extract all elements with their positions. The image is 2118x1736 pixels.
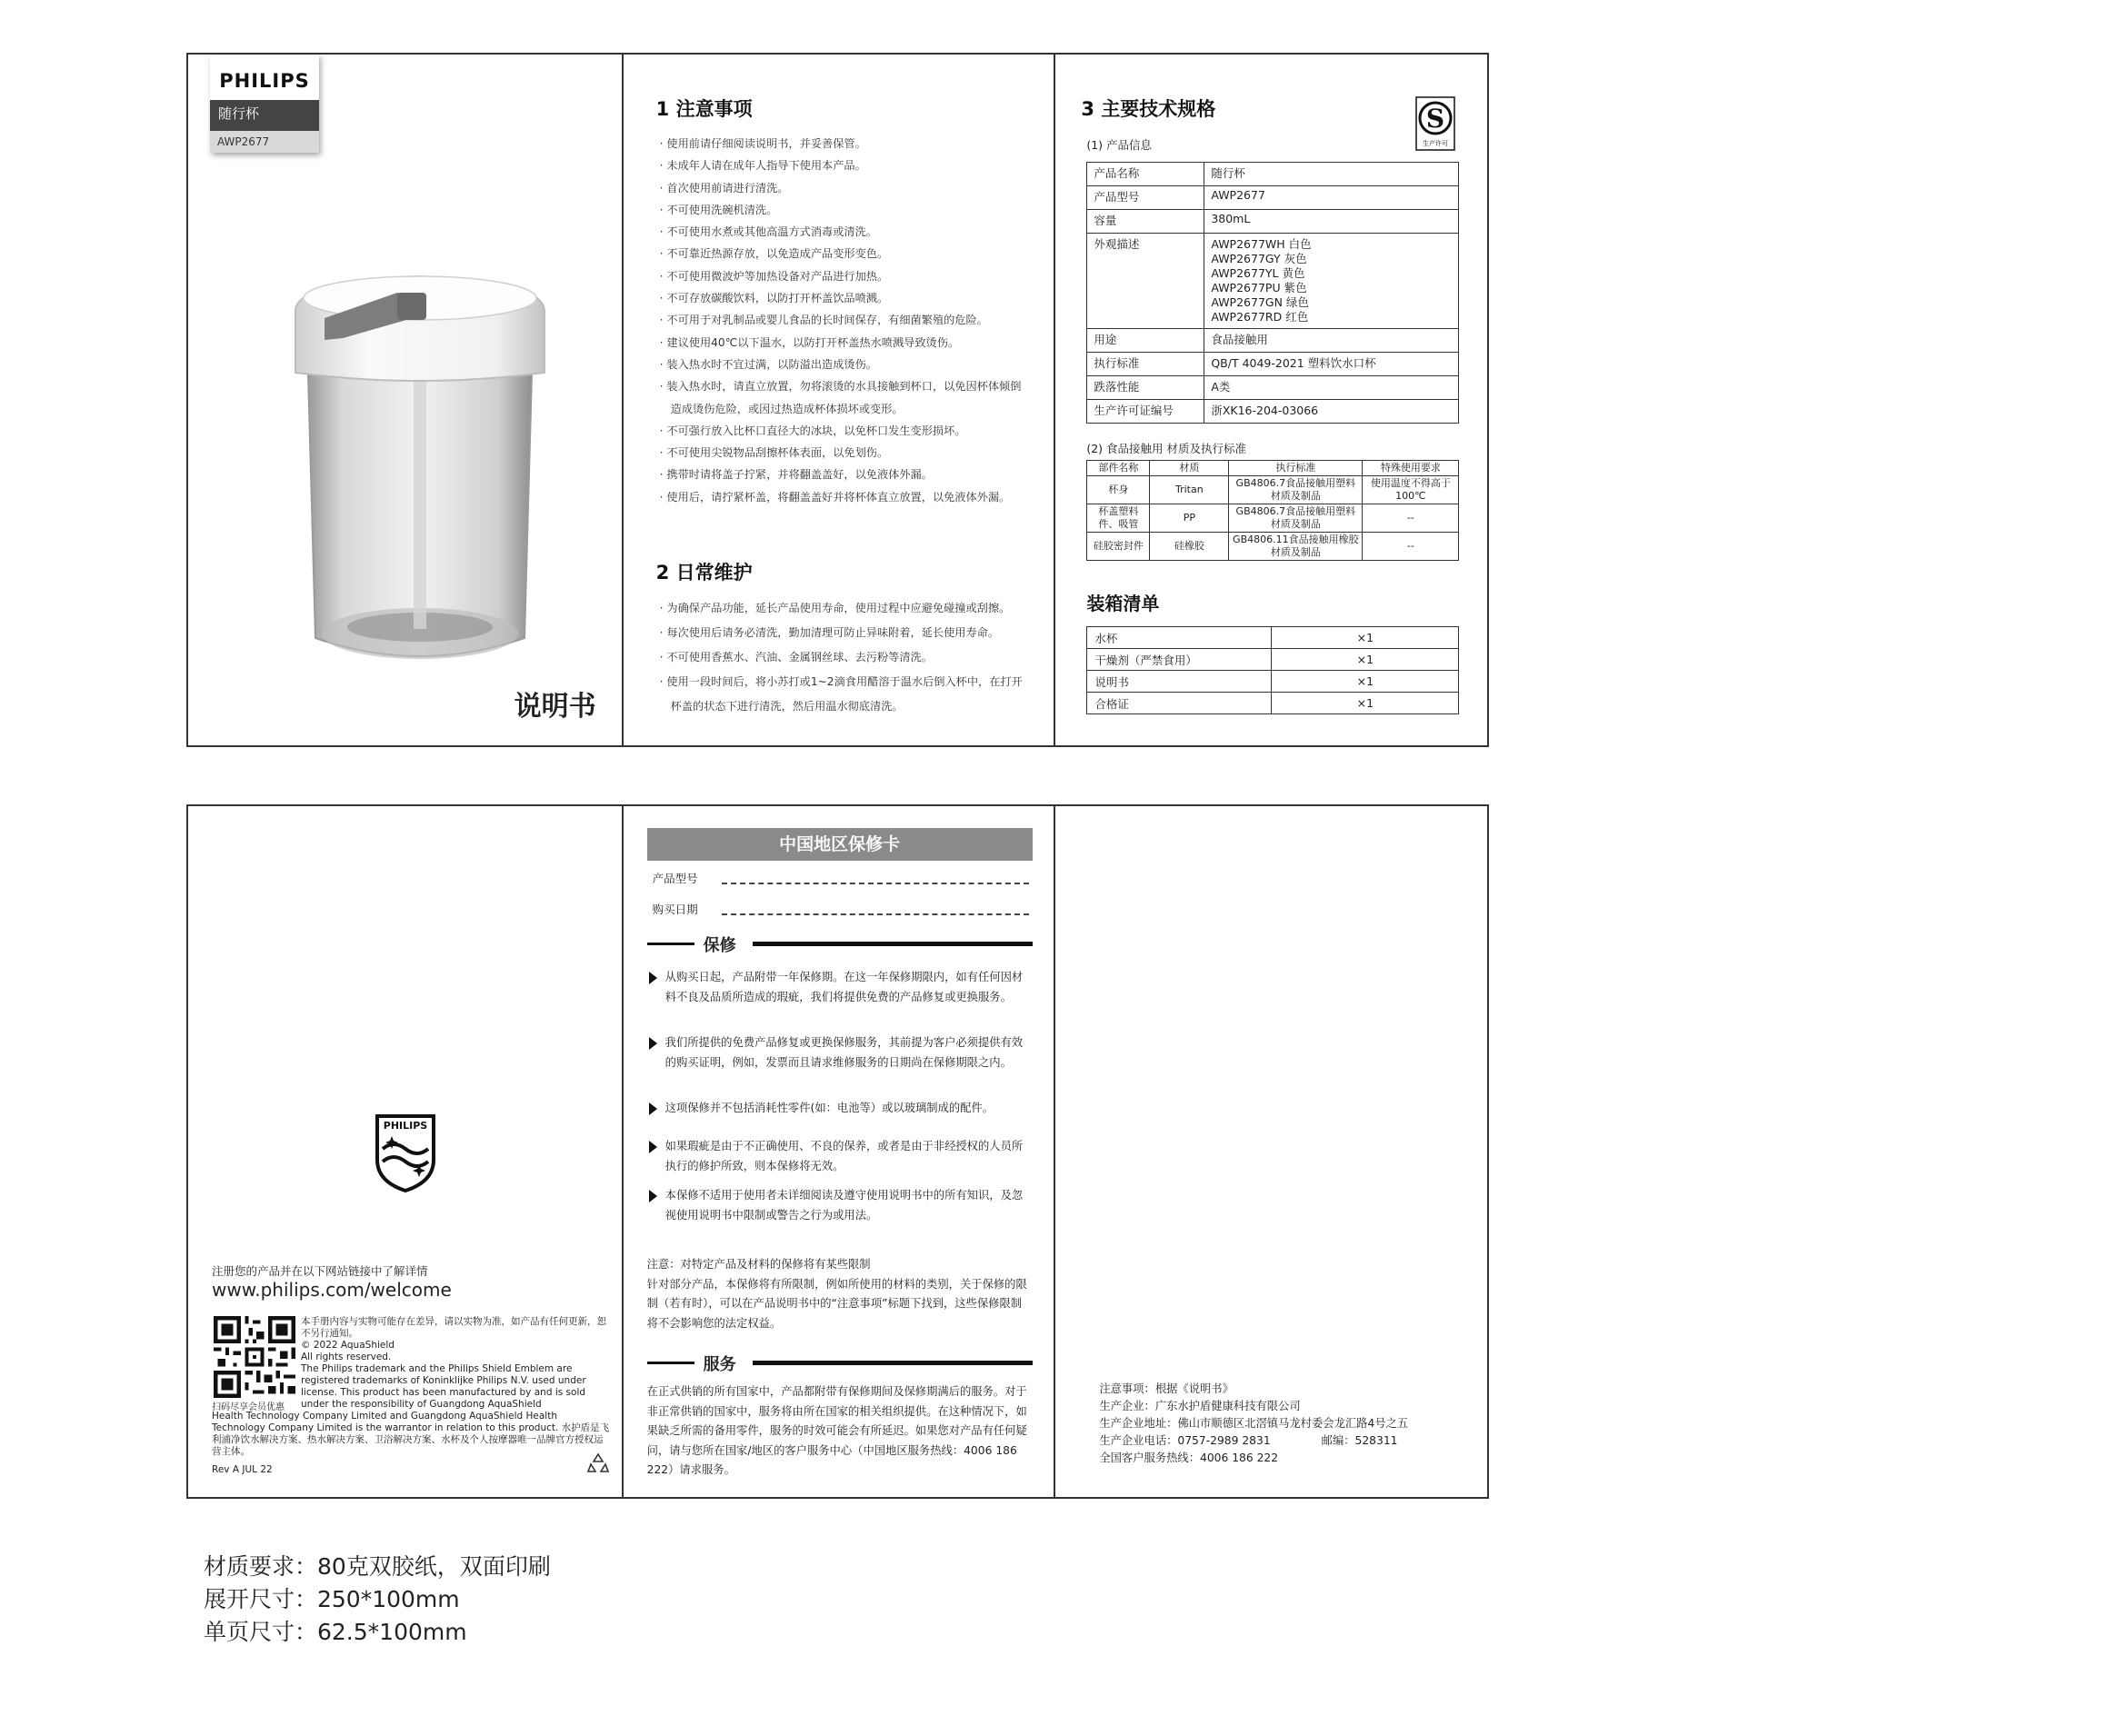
list-item: · 不可存放碳酸饮料，以防打开杯盖饮品喷溅。 [660,287,1024,309]
table-cell: 硅橡胶 [1150,533,1229,561]
table-row [1087,210,1459,234]
table-row [1087,234,1459,329]
table-cell: 杯身 [1087,476,1150,504]
legal-notice [301,1316,610,1411]
list-item: · 每次使用后请务必清洗，勤加清理可防止异味附着，延长使用寿命。 [660,621,1033,645]
svg-text:S: S [1426,104,1445,134]
field-model-label: 产品型号 [652,872,698,885]
table-cell: 硅胶密封件 [1087,533,1150,561]
manufacturer-line: 全国客户服务热线：4006 186 222 [1099,1452,1279,1464]
table-cell: 跌落性能 [1087,376,1204,400]
back-cover-panel [188,806,622,1497]
table-row [1087,671,1459,693]
table-cell: AWP2677 [1204,186,1459,210]
table-cell: 水杯 [1087,627,1272,649]
table-cell: 产品型号 [1087,186,1204,210]
revision-text: Rev A JUL 22 [212,1464,273,1475]
table-header: 执行标准 [1229,461,1363,476]
table-cell: 外观描述 [1087,234,1204,329]
table-cell: 容量 [1087,210,1204,234]
legal-line: 本手册内容与实物可能存在差异，请以实物为准，如产品有任何更新，恕不另行通知。 [301,1316,606,1339]
warranty-bullet: 这项保修并不包括消耗性零件(如：电池等）或以玻璃制成的配件。 [647,1099,1033,1119]
table-row [1087,400,1459,424]
table-cell: -- [1363,504,1459,533]
table-row [1087,476,1459,504]
maintenance-heading: 2 日常维护 [655,562,753,584]
legal-notice-tail: Health Technology Company Limited and Guangdong AquaShield Health Technology Company Limited is the warrantor in relation to this product. 水护盾是飞利浦净饮水解决方案、热水解决方案、卫浴解决方案、水杯及个人按摩器唯一品牌官方授权运营主体。 [212,1411,610,1457]
list-item: · 携带时请将盖子拧紧，并将翻盖盖好，以免液体外漏。 [660,464,1024,485]
table-header: 材质 [1150,461,1229,476]
product-info-label: (1) 产品信息 [1086,138,1153,152]
manual-title: 说明书 [514,691,596,723]
table-cell: 说明书 [1087,671,1272,693]
table-cell: ×1 [1272,627,1459,649]
table-cell: PP [1150,504,1229,533]
table-row [1087,186,1459,210]
precautions-panel [622,55,1054,745]
table-cell: 使用温度不得高于100℃ [1363,476,1459,504]
legal-line: All rights reserved. [301,1352,392,1362]
table-cell: 干燥剂（严禁食用） [1087,649,1272,671]
print-specs [204,1551,551,1649]
print-material: 材质要求：80克双胶纸，双面印刷 [204,1553,551,1580]
list-item: · 不可使用洗碗机清洗。 [660,199,1024,221]
material-table [1086,460,1459,561]
table-row [1087,163,1459,186]
qs-label: 生产许可 [1423,140,1449,147]
list-item: · 使用后，请拧紧杯盖，将翻盖盖好并将杯体直立放置，以免液体外漏。 [660,486,1024,508]
service-section-rule [647,1353,1033,1372]
manufacturer-line [1099,1432,1408,1450]
precautions-heading: 1 注意事项 [655,98,753,120]
table-row [1087,693,1459,714]
precautions-list [660,133,1024,508]
warranty-bullet: 从购买日起，产品附带一年保修期。在这一年保修期限内，如有任何因材料不良及品质所造成的瑕疵，我们将提供免费的产品修复或更换服务。 [647,968,1033,1007]
print-page-size: 单页尺寸：62.5*100mm [204,1619,467,1645]
maintenance-list [660,596,1033,719]
manufacturer-panel [1054,806,1487,1497]
table-cell: A类 [1204,376,1459,400]
legal-line: © 2022 AquaShield [301,1340,395,1351]
warranty-note: 注意：对特定产品及材料的保修将有某些限制 针对部分产品，本保修将有所限制，例如所使用的材料的类别，关于保修的限制（若有时），可以在产品说明书中的“注意事项”标题下找到，这些保修限制将不会影响您的法定权益。 [646,1258,1027,1330]
shield-brand-text: PHILIPS [383,1120,428,1132]
table-header-row [1087,461,1459,476]
warranty-bullet: 本保修不适用于使用者未详细阅读及遵守使用说明书中的所有知识，及忽视使用说明书中限制或警告之行为或用法。 [647,1186,1033,1225]
table-cell: 生产许可证编号 [1087,400,1204,424]
table-cell: 杯盖塑料件、吸管 [1087,504,1150,533]
list-item: · 为确保产品功能，延长产品使用寿命，使用过程中应避免碰撞或刮擦。 [660,596,1033,621]
warranty-card-title: 中国地区保修卡 [647,828,1033,861]
philips-shield-logo [374,1112,437,1192]
list-item: · 使用前请仔细阅读说明书，并妥善保管。 [660,133,1024,155]
manufacturer-line: 注意事项：根据《说明书》 [1099,1382,1234,1395]
table-row [1087,329,1459,353]
section-warranty-title: 保修 [703,936,736,955]
table-cell: 合格证 [1087,693,1272,714]
table-cell: ×1 [1272,693,1459,714]
manufacturer-line: 生产企业：广东水护盾健康科技有限公司 [1099,1400,1301,1412]
cover-panel [188,55,622,745]
list-item: · 建议使用40℃以下温水，以防打开杯盖热水喷溅导致烫伤。 [660,332,1024,354]
field-date-label: 购买日期 [652,903,698,916]
list-item: · 未成年人请在成年人指导下使用本产品。 [660,155,1024,176]
table-cell: 浙XK16-204-03066 [1204,400,1459,424]
table-cell: GB4806.7食品接触用塑料材质及制品 [1229,504,1363,533]
list-item: · 不可用于对乳制品或婴儿食品的长时间保存，有细菌繁殖的危险。 [660,309,1024,331]
table-cell: 380mL [1204,210,1459,234]
specs-heading: 3 主要技术规格 [1081,98,1216,120]
manufacturer-phone: 生产企业电话：0757-2989 2831 [1099,1434,1271,1447]
table-cell: GB4806.7食品接触用塑料材质及制品 [1229,476,1363,504]
leaflet-back-side [186,804,1489,1499]
tumbler-illustration [288,265,552,693]
warranty-section-rule [647,934,1033,953]
recycle-icon [586,1452,610,1475]
table-header: 部件名称 [1087,461,1150,476]
legal-line: The Philips trademark and the Philips Shield Emblem are registered trademarks of Koninklijke Philips N.V. used under license. This product has been manufactured by and is sold under the responsibility of Guangdong AquaShield [301,1363,586,1410]
packing-heading: 装箱清单 [1086,593,1160,614]
product-info-table [1086,162,1459,424]
list-item: · 不可靠近热源存放，以免造成产品变形变色。 [660,243,1024,264]
qr-caption: 扫码尽享会员优惠 [212,1402,285,1412]
table-header: 特殊使用要求 [1363,461,1459,476]
list-item: · 不可使用水煮或其他高温方式消毒或清洗。 [660,221,1024,243]
table-row [1087,504,1459,533]
service-text: 在正式供销的所有国家中，产品都附带有保修期间及保修期满后的服务。对于非正常供销的国家中，服务将由所在国家的相关组织提供。在这种情况下，如果缺乏所需的备用零件，服务的时效可能会有所延迟。如果您对产品有任何疑问，请与您所在国家/地区的客户服务中心（中国地区服务热线：4006 186 222）请求服务。 [646,1385,1027,1476]
table-cell: -- [1363,533,1459,561]
welcome-link[interactable]: www.philips.com/welcome [212,1279,452,1301]
section-service-title: 服务 [703,1355,736,1374]
list-item: · 不可使用微波炉等加热设备对产品进行加热。 [660,265,1024,287]
brand-tag [210,55,319,153]
table-row [1087,649,1459,671]
table-row [1087,376,1459,400]
qr-code[interactable] [214,1316,295,1398]
manufacturer-line: 生产企业地址：佛山市顺德区北滘镇马龙村委会龙汇路4号之五 [1099,1417,1409,1430]
table-cell: ×1 [1272,649,1459,671]
list-item: · 不可使用香蕉水、汽油、金属钢丝球、去污粉等清洗。 [660,645,1033,670]
print-unfolded-size: 展开尺寸：250*100mm [204,1586,460,1612]
table-cell: QB/T 4049-2021 塑料饮水口杯 [1204,353,1459,376]
table-cell: 随行杯 [1204,163,1459,186]
list-item: · 首次使用前请进行清洗。 [660,177,1024,199]
qs-mark-icon [1415,96,1455,151]
list-item: · 不可使用尖锐物品刮擦杯体表面，以免划伤。 [660,442,1024,464]
field-model-line[interactable] [722,883,1029,884]
table-cell: GB4806.11食品接触用橡胶材质及制品 [1229,533,1363,561]
table-cell: Tritan [1150,476,1229,504]
warranty-bullet: 我们所提供的免费产品修复或更换保修服务，其前提为客户必须提供有效的购买证明，例如，发票而且请求维修服务的日期尚在保修期限之内。 [647,1033,1033,1073]
product-model: AWP2677 [210,131,319,153]
list-item: · 使用一段时间后，将小苏打或1~2滴食用醋溶于温水后倒入杯中，在打开杯盖的状态下进行清洗，然后用温水彻底清洗。 [660,670,1033,719]
packing-list-table [1086,626,1459,714]
table-cell: AWP2677WH 白色 AWP2677GY 灰色 AWP2677YL 黄色 AWP2677PU 紫色 AWP2677GN 绿色 AWP2677RD 红色 [1204,234,1459,329]
table-row [1087,353,1459,376]
manufacturer-zip: 邮编：528311 [1321,1434,1398,1447]
manufacturer-info [1099,1381,1408,1467]
list-item: · 装入热水时，请直立放置，勿将滚烫的水具接触到杯口，以免因杯体倾倒造成烫伤危险，或因过热造成杯体损坏或变形。 [660,375,1024,420]
list-item: · 不可强行放入比杯口直径大的冰块，以免杯口发生变形损坏。 [660,420,1024,442]
table-cell: 用途 [1087,329,1204,353]
list-item: · 装入热水时不宜过满，以防溢出造成烫伤。 [660,354,1024,375]
table-row [1087,533,1459,561]
product-name: 随行杯 [218,105,260,122]
table-cell: ×1 [1272,671,1459,693]
specs-panel [1054,55,1487,745]
philips-wordmark: PHILIPS [210,55,319,100]
leaflet-front-side [186,53,1489,747]
table-cell: 执行标准 [1087,353,1204,376]
table-row [1087,627,1459,649]
warranty-card-panel [622,806,1054,1497]
field-date-line[interactable] [722,913,1029,915]
material-label: (2) 食品接触用 材质及执行标准 [1086,442,1246,455]
table-cell: 产品名称 [1087,163,1204,186]
register-text: 注册您的产品并在以下网站链接中了解详情 [212,1264,428,1278]
warranty-bullet: 如果瑕疵是由于不正确使用、不良的保养，或者是由于非经授权的人员所执行的修护所致，则本保修将无效。 [647,1137,1033,1176]
table-cell: 食品接触用 [1204,329,1459,353]
